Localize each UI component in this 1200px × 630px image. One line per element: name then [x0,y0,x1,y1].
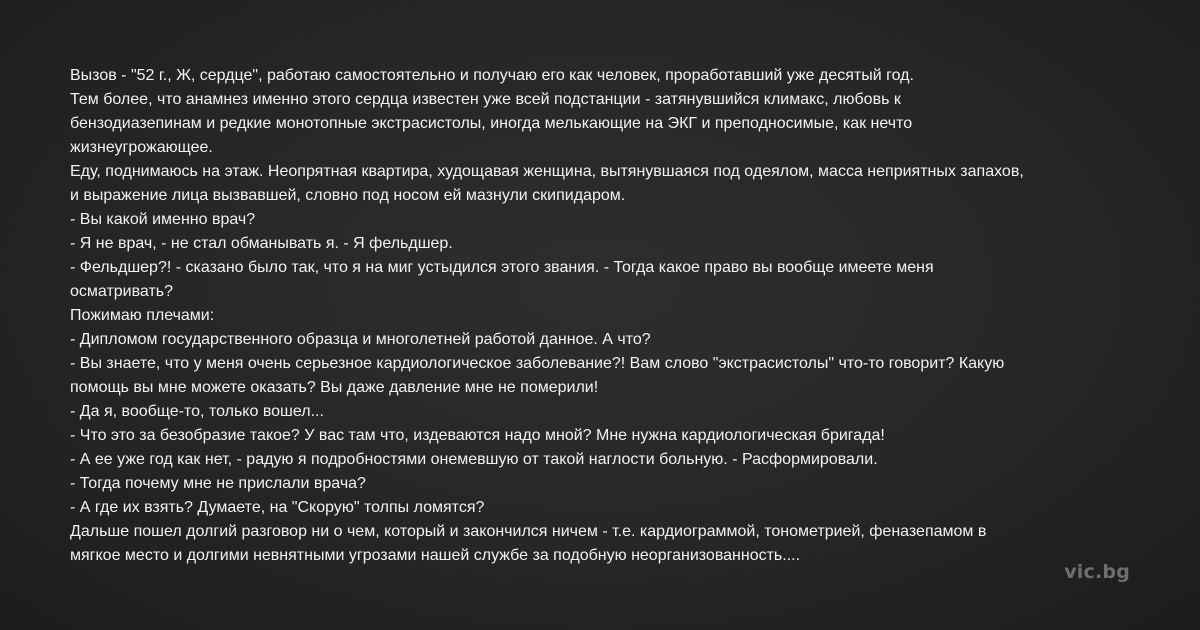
story-line: - Что это за безобразие такое? У вас там что, издеваются надо мной? Мне нужна кардиологическая бригада! [70,427,885,444]
story-line: Дальше пошел долгий разговор ни о чем, который и закончился ничем - т.е. кардиограммой, тонометрией, феназепамом в [70,523,987,540]
story-line: мягкое место и долгими невнятными угрозами нашей службе за подобную неорганизованность.... [70,547,801,564]
story-text [70,64,1140,568]
story-line: Вызов - "52 г., Ж, сердце", работаю самостоятельно и получаю его как человек, проработавший уже десятый год. [70,67,914,84]
story-line: бензодиазепинам и редкие монотопные экстрасистолы, иногда мелькающие на ЭКГ и преподносимые, как нечто [70,115,913,132]
story-line: - А где их взять? Думаете, на "Скорую" толпы ломятся? [70,499,485,516]
story-line: - Дипломом государственного образца и многолетней работой данное. А что? [70,331,651,348]
story-line: - Фельдшер?! - сказано было так, что я на миг устыдился этого звания. - Тогда какое право вы вообще имеете меня [70,259,934,276]
story-line: Еду, поднимаюсь на этаж. Неопрятная квартира, худощавая женщина, вытянувшаяся под одеялом, масса неприятных запахов, [70,163,1024,180]
story-line: и выражение лица вызвавшей, словно под носом ей мазнули скипидаром. [70,187,626,204]
story-line: - Я не врач, - не стал обманывать я. - Я фельдшер. [70,235,453,252]
story-line: Тем более, что анамнез именно этого сердца известен уже всей подстанции - затянувшийся климакс, любовь к [70,91,901,108]
site-watermark: vic.bg [1064,561,1130,583]
story-line: помощь вы мне можете оказать? Вы даже давление мне не померили! [70,379,599,396]
story-line: - Тогда почему мне не прислали врача? [70,475,366,492]
story-line: - А ее уже год как нет, - радую я подробностями онемевшую от такой наглости больную. - Расформировали. [70,451,878,468]
story-line: - Вы знаете, что у меня очень серьезное кардиологическое заболевание?! Вам слово "экстрасистолы" что-то говорит? Какую [70,355,1005,372]
story-line: жизнеугрожающее. [70,139,213,156]
story-line: - Вы какой именно врач? [70,211,256,228]
story-line: осматривать? [70,283,174,300]
story-line: - Да я, вообще-то, только вошел... [70,403,324,420]
story-line: Пожимаю плечами: [70,307,215,324]
